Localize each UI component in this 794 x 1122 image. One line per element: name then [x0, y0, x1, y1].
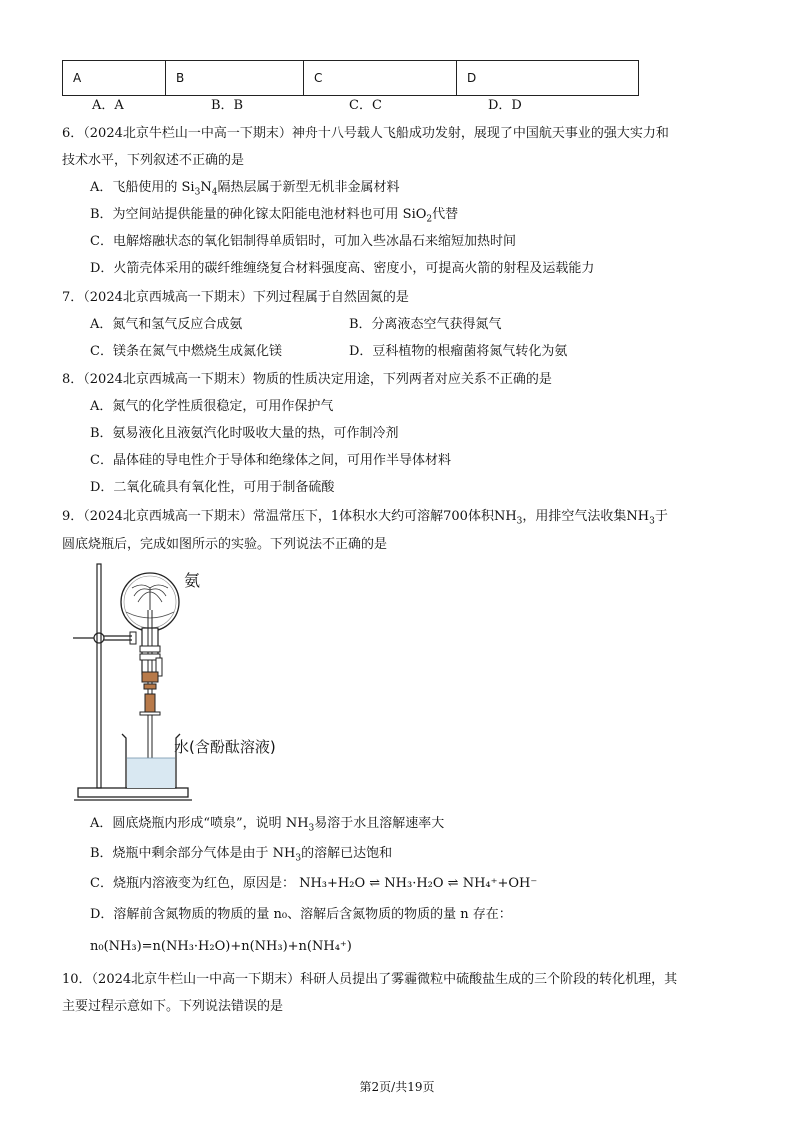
- q9-option-d-equation: n₀(NH₃)=n(NH₃·H₂O)+n(NH₃)+n(NH₄⁺): [90, 939, 352, 954]
- q9-option-d: D．溶解前含氮物质的物质的量 n₀、溶解后含氮物质的物质的量 n 存在：: [90, 907, 512, 922]
- q6-stem-line1: 6．（2024北京牛栏山一中高一下期末）神舟十八号载人飞船成功发射，展现了中国航天事业的强大实力和: [62, 126, 669, 141]
- q9-stem-line2: 圆底烧瓶后，完成如图所示的实验。下列说法不正确的是: [62, 537, 388, 552]
- q9-stem-line1: 9．（2024北京西城高一下期末）常温常压下，1体积水大约可溶解700体积$NH_3$，用排空气法收集$NH_3$于: [62, 509, 668, 527]
- q7-option-d: D．豆科植物的根瘤菌将氮气转化为氨: [349, 344, 568, 359]
- q9-equilibrium-equation: NH₃+H₂O ⇌ NH₃·H₂O ⇌ NH₄⁺+OH⁻: [299, 876, 538, 891]
- table-cell-a: A: [63, 61, 166, 96]
- figure-label-ammonia: 氨: [184, 571, 201, 590]
- q5-option-d: D．D: [488, 98, 522, 113]
- page-footer: 第2页/共19页: [359, 1080, 435, 1094]
- q6-option-b: B．为空间站提供能量的砷化镓太阳能电池材料也可用 SiO$_2$代替: [90, 207, 459, 225]
- q8-option-b: B．氨易液化且液氨汽化时吸收大量的热，可作制冷剂: [90, 426, 399, 441]
- q9-option-a: A．圆底烧瓶内形成“喷泉”，说明 $NH_3$易溶于水且溶解速率大: [90, 816, 445, 834]
- table-cell-b: B: [166, 61, 304, 96]
- q7-option-b: B．分离液态空气获得氮气: [349, 317, 502, 332]
- q9-option-c: C．烧瓶内溶液变为红色，原因是： NH₃+H₂O ⇌ NH₃·H₂O ⇌ NH₄⁺+OH⁻: [90, 876, 538, 891]
- q6-stem-line2: 技术水平，下列叙述不正确的是: [62, 153, 245, 168]
- q8-option-c: C．晶体硅的导电性介于导体和绝缘体之间，可用作半导体材料: [90, 453, 451, 468]
- table-cell-c: C: [304, 61, 457, 96]
- figure-label-water: 水(含酚酞溶液): [174, 738, 276, 756]
- q5-option-b: B．B: [211, 98, 244, 113]
- q10-stem-line2: 主要过程示意如下。下列说法错误的是: [62, 999, 284, 1014]
- q6-option-a: A．飞船使用的 $Si_3N_4$隔热层属于新型无机非金属材料: [90, 180, 400, 198]
- table-cell-d: D: [457, 61, 639, 96]
- fountain-apparatus-figure: [70, 562, 320, 811]
- q7-option-a: A．氮气和氢气反应合成氨: [90, 317, 243, 332]
- q8-option-a: A．氮气的化学性质很稳定，可用作保护气: [90, 399, 334, 414]
- q6-option-d: D．火箭壳体采用的碳纤维缠绕复合材料强度高、密度小，可提高火箭的射程及运载能力: [90, 261, 595, 276]
- q8-option-d: D．二氧化硫具有氧化性，可用于制备硫酸: [90, 480, 335, 495]
- q5-option-c: C．C: [349, 98, 382, 113]
- q7-stem: 7．（2024北京西城高一下期末）下列过程属于自然固氮的是: [62, 290, 409, 305]
- answer-option-table: [62, 60, 639, 96]
- q7-option-c: C．镁条在氮气中燃烧生成氮化镁: [90, 344, 282, 359]
- q10-stem-line1: 10．（2024北京牛栏山一中高一下期末）科研人员提出了雾霾微粒中硫酸盐生成的三个阶段的转化机理，其: [62, 972, 678, 987]
- q9-option-b: B．烧瓶中剩余部分气体是由于 $NH_3$的溶解已达饱和: [90, 846, 393, 864]
- q6-option-c: C．电解熔融状态的氧化铝制得单质铝时，可加入些冰晶石来缩短加热时间: [90, 234, 516, 249]
- q5-option-a: A．A: [92, 98, 124, 113]
- q8-stem: 8．（2024北京西城高一下期末）物质的性质决定用途，下列两者对应关系不正确的是: [62, 372, 552, 387]
